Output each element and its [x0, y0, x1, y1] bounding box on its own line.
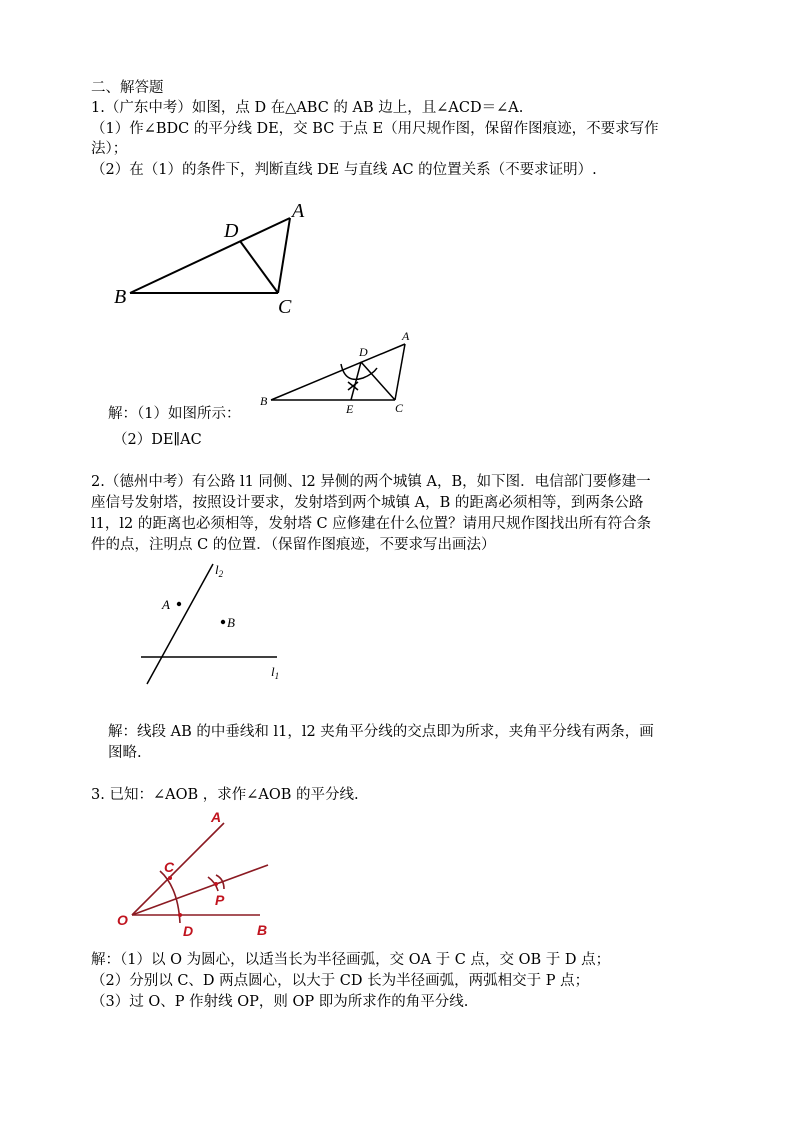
q1-answer-1: 解：（1）如图所示：: [108, 406, 241, 422]
label-B: B: [227, 615, 235, 630]
label-C: C: [164, 859, 175, 875]
q2-figure-roads: [135, 560, 295, 692]
q1-line-2: （1）作∠BDC 的平分线 DE，交 BC 于点 E（用尺规作图，保留作图痕迹，不要求写作: [91, 121, 659, 137]
point-P: [214, 882, 218, 886]
label-B: B: [114, 286, 127, 308]
q2-line-1: 2.（德州中考）有公路 l1 同侧、l2 异侧的两个城镇 A，B，如下图．电信部门要修建一: [91, 474, 651, 490]
segment-AC: [278, 218, 290, 293]
q3-answer-line-1: 解：（1）以 O 为圆心，以适当长为半径画弧，交 OA 于 C 点，交 OB 于 D 点；: [91, 952, 611, 968]
label-A: A: [292, 200, 305, 222]
point-C: [168, 876, 172, 880]
q1-line-1: 1.（广东中考）如图，点 D 在△ABC 的 AB 边上，且∠ACD＝∠A.: [91, 100, 524, 116]
q2-line-3: l1，l2 的距离也必须相等，发射塔 C 应修建在什么位置？请用尺规作图找出所有符合条: [91, 516, 652, 532]
q2-line-4: 件的点，注明点 C 的位置．（保留作图痕迹，不要求写出画法）: [91, 537, 496, 553]
section-title: 二、解答题: [91, 80, 164, 96]
q3-answer-line-3: （3）过 O、P 作射线 OP，则 OP 即为所求作的角平分线.: [91, 994, 469, 1010]
q1-answer-2: （2）DE∥AC: [113, 432, 202, 448]
label-B: B: [257, 922, 268, 938]
road-l2: [147, 564, 213, 684]
town-B-point: [221, 620, 225, 624]
q1-line-3: 法）；: [91, 141, 128, 157]
q3-figure-angle-bisector: [112, 805, 287, 940]
label-P: P: [215, 892, 225, 908]
label-l2: $l_2$: [215, 562, 224, 579]
label-D: D: [359, 345, 368, 359]
q1-figure-triangle: [100, 195, 330, 325]
q1-figure-construction: [255, 328, 425, 420]
q2-answer-line-2: 图略.: [108, 745, 142, 761]
label-C: C: [278, 296, 292, 318]
label-l1: $l_1$: [271, 664, 280, 681]
label-O: O: [117, 912, 128, 928]
label-A: A: [162, 597, 170, 612]
point-D: [178, 913, 182, 917]
bisector-DE: [351, 362, 361, 400]
label-B: B: [260, 394, 268, 408]
label-E: E: [346, 402, 354, 416]
label-A: A: [402, 329, 410, 343]
label-C: C: [395, 401, 404, 415]
segment-DC: [240, 241, 278, 293]
segment-DC: [361, 362, 395, 400]
q3-question: 3. 已知：∠AOB ，求作∠AOB 的平分线.: [91, 787, 359, 803]
q1-line-4: （2）在（1）的条件下，判断直线 DE 与直线 AC 的位置关系（不要求证明）.: [91, 162, 597, 178]
town-A-point: [177, 602, 181, 606]
q2-answer-line-1: 解：线段 AB 的中垂线和 l1，l2 夹角平分线的交点即为所求，夹角平分线有两条，画: [108, 724, 654, 740]
segment-AC: [395, 344, 405, 400]
ray-OP: [132, 865, 268, 915]
q2-line-2: 座信号发射塔，按照设计要求，发射塔到两个城镇 A，B 的距离必须相等，到两条公路: [91, 495, 644, 511]
label-D: D: [183, 923, 194, 939]
label-D: D: [224, 220, 239, 242]
segment-BA: [130, 218, 290, 293]
ray-OA: [132, 823, 224, 915]
label-A: A: [211, 809, 222, 825]
q3-answer-line-2: （2）分别以 C、D 两点圆心，以大于 CD 长为半径画弧，两弧相交于 P 点；: [91, 973, 590, 989]
segment-BA: [271, 344, 405, 400]
